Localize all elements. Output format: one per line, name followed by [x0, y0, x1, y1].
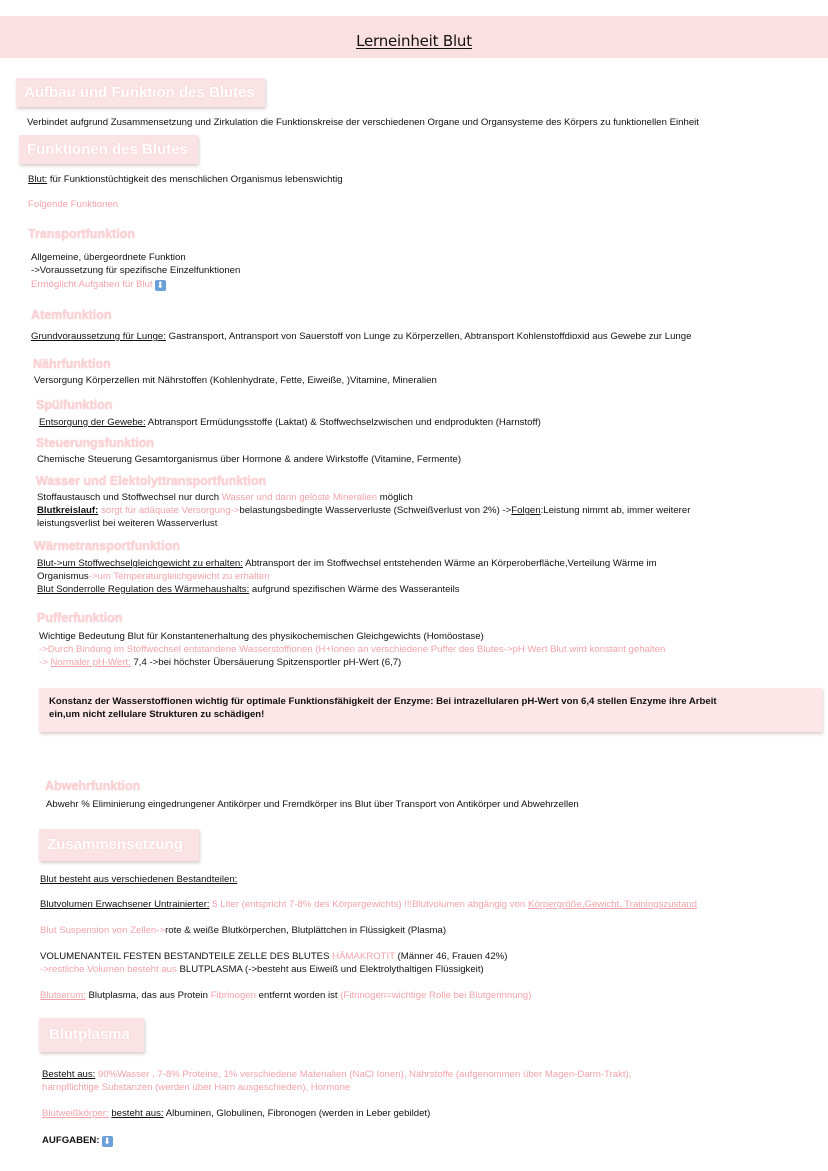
wasser-l3: leistungsverlist bei weiteren Wasserverlust — [37, 518, 218, 529]
zus-l6 — [40, 990, 531, 1002]
zus-l1 — [40, 874, 237, 886]
puffer-l1: Wichtige Bedeutung Blut für Konstantenerhaltung des physikochemischen Gleichgewichts (Homöostase) — [39, 631, 484, 642]
down-arrow-icon: ⬇ — [103, 1136, 111, 1146]
plasma-l3d: Albuminen, Globulinen, Fibronogen (werden in Leber gebildet) — [163, 1108, 431, 1119]
zus-l6b: Blutplasma, das aus Protein — [85, 990, 211, 1001]
plasma-l2: harnpflichtige Substanzen (werden über Harn ausgeschieden), Hormone — [42, 1082, 351, 1093]
naehr-text: Versorgung Körperzellen mit Nährstoffen (Kohlenhydrate, Fette, Eiweiße, )Vitamine, Mineralien — [34, 375, 437, 386]
waerme-l3a: Blut Sonderrolle Regulation des Wärmehaushalts: — [37, 584, 250, 595]
spuel-line — [39, 417, 541, 429]
atem-label: Grundvoraussetzung für Lunge: — [31, 331, 166, 342]
transport-l3-line — [31, 279, 166, 291]
zus-l3a: Blut Suspension von Zellen — [40, 925, 157, 936]
down-arrow-icon: ⬇ — [156, 280, 164, 290]
waerme-l3 — [37, 584, 460, 596]
waerme-l1b: Abtransport der im Stoffwechsel entstehenden Wärme an Körperoberfläche,Verteilung Wärme im — [242, 558, 657, 569]
zus-l6a: Blutserum: — [40, 990, 86, 1001]
plasma-l3 — [42, 1108, 430, 1120]
zus-l4a: VOLUMENANTEIL FESTEN BESTANDTEILE ZELLE DES BLUTES — [40, 951, 333, 962]
plasma-l1b: 90%Wasser , 7-8% Proteine, 1% verschiedene Materialien (NaCl Ionen), Nährstoffe (aufgenommen über Magen-Darm-Trakt), — [95, 1069, 632, 1080]
puffer-l2: ->Durch Bindung im Stoffwechsel entstandene Wasserstoffionen (H+Ionen an verschiedene Puffer des Blutes->pH Wert Blut wird konstant gehalten — [39, 644, 666, 655]
zus-l6d: entfernt worden ist — [256, 990, 341, 1001]
zus-l2b: 5 Liter (entspricht 7-8% des Körpergewichts) !!!Blutvolumen abgängig von — [209, 899, 528, 910]
page-title: Lerneinheit Blut — [356, 32, 472, 50]
wasser-l2b: sorgt für adäquate Versorgung-> — [98, 505, 240, 516]
heading-steuer: Steuerungsfunktion — [36, 436, 155, 450]
waerme-l1 — [37, 558, 657, 570]
heading-wasser: Wasser und Elektolyttransportfunktion — [36, 474, 267, 488]
wasser-l2c: belastungsbedingte Wasserverluste (Schweißverlust von 2%) -> — [239, 505, 512, 516]
wasser-l1b: Wasser und darin gelöste Mineralien — [221, 492, 378, 503]
wasser-l1c: möglich — [377, 492, 413, 503]
spuel-text: Abtransport Ermüdungsstoffe (Laktat) & Stoffwechselzwischen und endprodukten (Harnstoff) — [145, 417, 541, 428]
zus-l2a: Blutvolumen Erwachsener Untrainierter: — [40, 899, 210, 910]
plasma-l4 — [42, 1135, 113, 1147]
heading-blutplasma: Blutplasma — [39, 1018, 144, 1052]
heading-waerme: Wärmetransportfunktion — [34, 539, 180, 553]
heading-puffer: Pufferfunktion — [37, 611, 123, 625]
zus-l6e: (Fitrinogen=wichtige Rolle bei Blutgerinnung) — [340, 990, 532, 1001]
atem-line — [31, 331, 691, 343]
zus-l5c: (->besteht aus Eiweiß und Elektrolythaltigen Flüssigkeit) — [242, 964, 484, 975]
zus-l4b: HÄMAKROTIT — [332, 951, 395, 962]
heading-aufbau: Aufbau und Funktion des Blutes — [16, 78, 265, 107]
abwehr-text: Abwehr % Eliminierung eingedrungener Antikörper und Fremdkörper ins Blut über Transport von Antikörper und Abwehrzellen — [46, 799, 579, 810]
plasma-aufgaben: AUFGABEN: — [42, 1135, 100, 1146]
transport-l3: Ermöglicht Aufgaben für Blut — [31, 279, 153, 290]
wasser-l1a: Stoffaustausch und Stoffwechsel nur durch — [37, 492, 222, 503]
zus-l6c: Fibrinogen — [210, 990, 256, 1001]
wasser-l2d: Folgen — [511, 505, 541, 516]
wasser-l2 — [37, 505, 690, 517]
blut-text: für Funktionstüchtigkeit des menschlichen Organismus lebenswichtig — [47, 174, 343, 185]
heading-atem: Atemfunktion — [31, 308, 112, 322]
folgende-funktionen: Folgende Funktionen — [28, 199, 119, 210]
wasser-l2a: Blutkreislauf: — [37, 505, 99, 516]
waerme-l3b: aufgrund spezifischen Wärme des Wasseranteils — [249, 584, 460, 595]
puffer-l3b: Normaler pH-Wert: — [50, 657, 131, 668]
zus-l2 — [40, 899, 697, 911]
waerme-l2a: Organismus — [37, 571, 89, 582]
zus-l5b: BLUTPLASMA — [179, 964, 243, 975]
callout-l1: Konstanz der Wasserstoffionen wichtig für optimale Funktionsfähigkeit der Enzyme: Bei intrazellularen pH-Wert von 6,4 stellen Enzyme ihre Arbeit — [49, 696, 717, 707]
puffer-l3a: -> — [39, 657, 51, 668]
wasser-l2e: :Leistung nimmt ab, immer weiterer — [540, 505, 691, 516]
zus-l1-text: Blut besteht aus verschiedenen Bestandteilen: — [40, 874, 238, 885]
atem-text: Gastransport, Antransport von Sauerstoff von Lunge zu Körperzellen, Abtransport Kohlenstoffdioxid aus Gewebe zur Lunge — [165, 331, 692, 342]
callout-l2: ein,um nicht zellulare Strukturen zu schädigen! — [49, 709, 265, 720]
plasma-l1a: Besteht aus: — [42, 1069, 96, 1080]
intro-text: Verbindet aufgrund Zusammensetzung und Zirkulation die Funktionskreise der verschiedenen Organe und Organsysteme des Körpers zu funktionellen Einheit — [27, 117, 699, 128]
spuel-label: Entsorgung der Gewebe: — [39, 417, 146, 428]
zus-l3b: -> — [156, 925, 166, 936]
waerme-l2b: ->um Temperaturgleichgewicht zu erhalten — [88, 571, 270, 582]
blut-label: Blut: — [28, 174, 48, 185]
plasma-l1 — [42, 1069, 631, 1081]
plasma-l3a: Blutweißkörper: — [42, 1108, 109, 1119]
wasser-l1 — [37, 492, 413, 504]
zus-l2c: Körpergröße,Gewicht, Trainingszustand — [527, 899, 697, 910]
transport-l1: Allgemeine, übergeordnete Funktion — [31, 252, 186, 263]
waerme-l2 — [37, 571, 270, 583]
zus-l3c: rote & weiße Blutkörperchen, Blutplättchen in Flüssigkeit (Plasma) — [165, 925, 447, 936]
puffer-l3c: 7,4 ->bei höchster Übersäuerung Spitzensportler pH-Wert (6,7) — [130, 657, 402, 668]
zus-l4c: (Männer 46, Frauen 42%) — [394, 951, 508, 962]
zus-l5 — [40, 964, 484, 976]
zus-l5a: ->restliche Volumen besteht aus — [40, 964, 180, 975]
puffer-l3 — [39, 657, 401, 669]
zus-l3 — [40, 925, 446, 937]
plasma-l3c: besteht aus: — [111, 1108, 164, 1119]
transport-l2: ->Voraussetzung für spezifische Einzelfunktionen — [31, 265, 241, 276]
heading-funktionen: Funktionen des Blutes — [19, 135, 198, 164]
steuer-text: Chemische Steuerung Gesamtorganismus über Hormone & andere Wirkstoffe (Vitamine, Fermente) — [37, 454, 462, 465]
heading-transport: Transportfunktion — [28, 227, 135, 241]
heading-spuel: Spülfunktion — [36, 398, 113, 412]
heading-abwehr: Abwehrfunktion — [45, 779, 141, 793]
waerme-l1a: Blut->um Stoffwechselgleichgewicht zu erhalten: — [37, 558, 243, 569]
zus-l4 — [40, 951, 507, 963]
heading-naehr: Nährfunktion — [33, 357, 111, 371]
heading-zusammensetzung: Zusammensetzung — [39, 829, 199, 861]
blut-line — [28, 174, 343, 186]
